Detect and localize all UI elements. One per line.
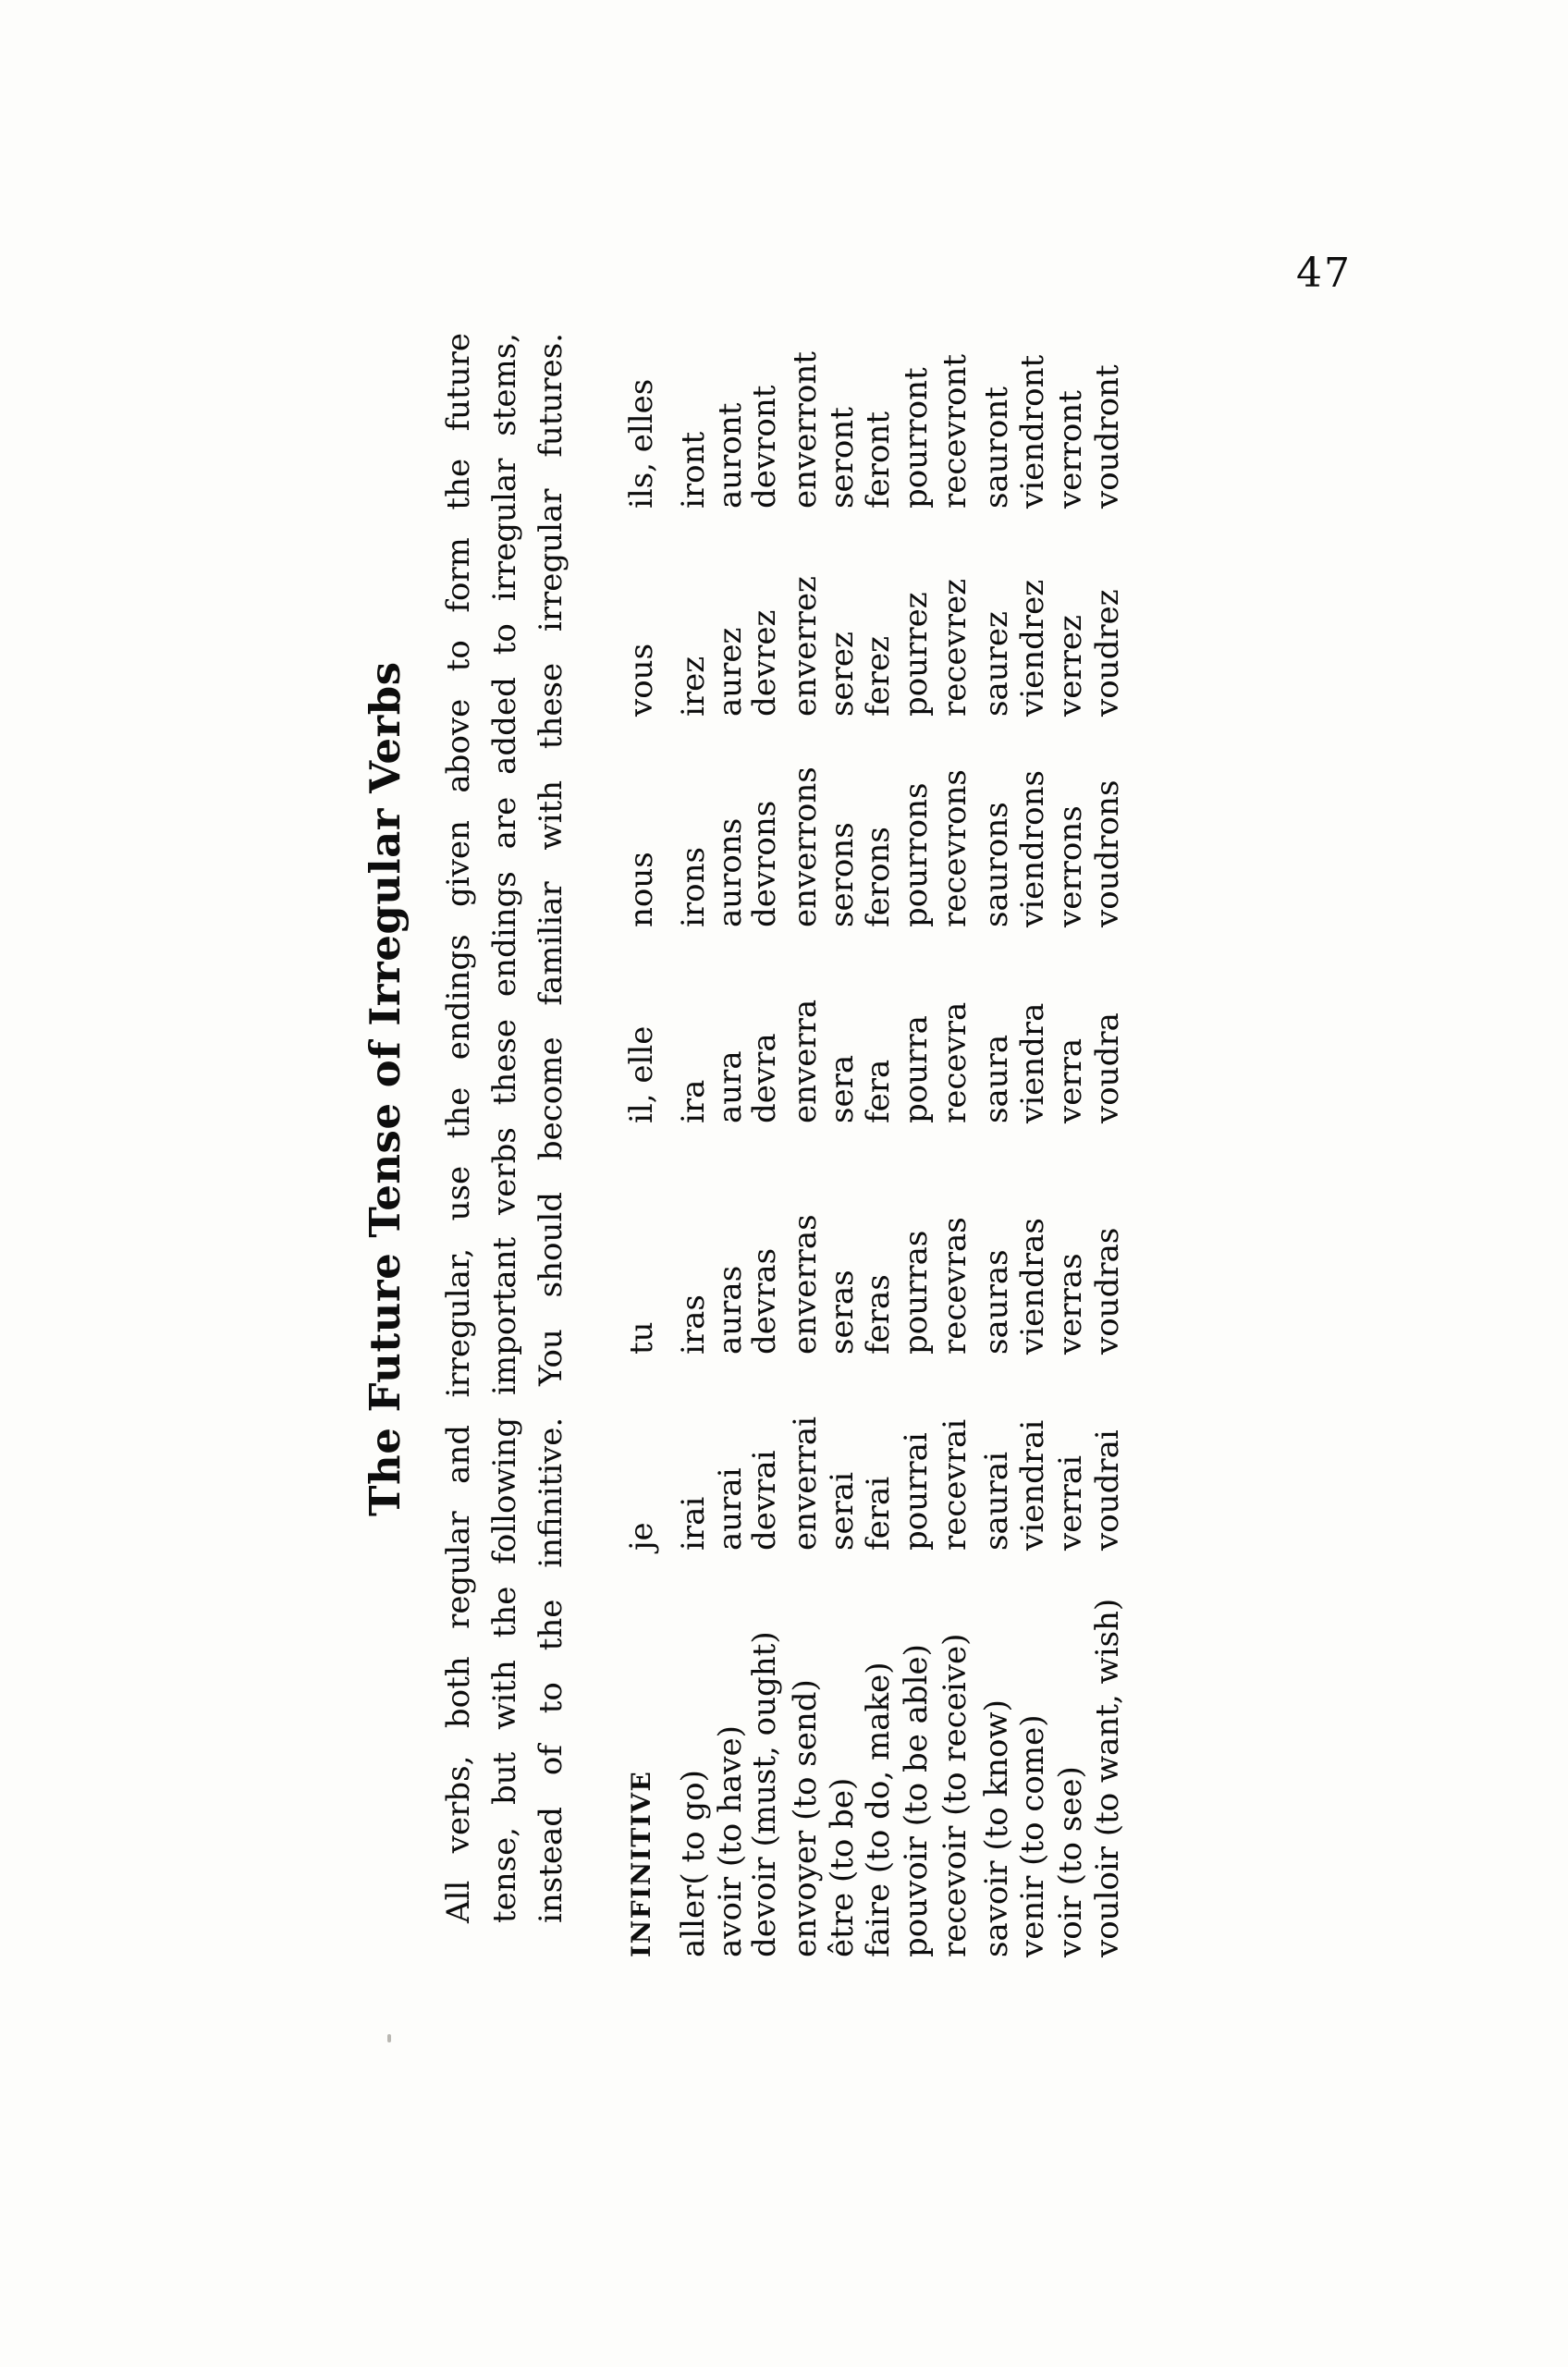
conjugation-cell: feront [860, 411, 897, 509]
infinitive-cell: venir (to come) [1014, 1714, 1051, 1957]
infinitive-cell: savoir (to know) [978, 1699, 1015, 1957]
conjugation-cell: voudras [1089, 1227, 1126, 1355]
conjugation-cell: seront [824, 407, 861, 509]
column-header: vous [623, 643, 660, 717]
infinitive-cell: recevoir (to receive) [937, 1633, 974, 1957]
conjugation-cell: devras [746, 1247, 783, 1355]
conjugation-cell: ferez [860, 636, 897, 717]
conjugation-cell: sauront [978, 386, 1015, 509]
conjugation-cell: verrai [1052, 1455, 1089, 1551]
conjugation-cell: voudra [1089, 1012, 1126, 1123]
infinitive-cell: avoir (to have) [712, 1725, 749, 1957]
conjugation-cell: irons [675, 847, 712, 927]
conjugation-cell: saurons [978, 802, 1015, 927]
infinitive-cell: aller( to go) [675, 1770, 712, 1957]
conjugation-cell: irai [675, 1496, 712, 1551]
conjugation-cell: voudront [1089, 364, 1126, 509]
conjugation-cell: pourrez [898, 592, 935, 717]
infinitive-cell: être (to be) [824, 1777, 861, 1957]
conjugation-cell: pourra [898, 1015, 935, 1123]
infinitive-cell: pouvoir (to be able) [898, 1644, 935, 1957]
conjugation-cell: saurez [978, 611, 1015, 717]
infinitive-cell: voir (to see) [1052, 1766, 1089, 1957]
conjugation-cell: auras [712, 1265, 749, 1355]
conjugation-cell: voudrai [1089, 1429, 1126, 1551]
infinitive-cell: envoyer (to send) [787, 1679, 824, 1957]
paragraph-line: tense, but with the following important verbs these endings are added to irregular stems, [486, 333, 523, 1923]
conjugation-cell: pourront [898, 367, 935, 509]
conjugation-cell: saura [978, 1034, 1015, 1123]
conjugation-cell: irez [675, 656, 712, 717]
conjugation-cell: recevra [937, 1001, 974, 1123]
conjugation-cell: sera [824, 1054, 861, 1123]
page-number: 47 [1296, 250, 1352, 297]
conjugation-cell: iront [675, 431, 712, 509]
conjugation-cell: verra [1052, 1037, 1089, 1123]
column-header: INFINITIVE [626, 1770, 656, 1957]
conjugation-cell: enverront [787, 351, 824, 509]
paragraph-line: All verbs, both regular and irregular, use the endings given above to form the future [440, 333, 477, 1923]
section-title: The Future Tense of Irregular Verbs [361, 661, 410, 1516]
conjugation-cell: sauras [978, 1249, 1015, 1355]
conjugation-cell: auront [712, 402, 749, 509]
conjugation-cell: recevras [937, 1217, 974, 1355]
column-header: ils, elles [623, 378, 660, 509]
scan-speck [387, 2034, 391, 2042]
conjugation-cell: ira [675, 1079, 712, 1123]
conjugation-cell: serez [824, 632, 861, 717]
conjugation-cell: aurons [712, 817, 749, 927]
conjugation-cell: devrez [746, 609, 783, 717]
conjugation-cell: enverrons [787, 767, 824, 927]
conjugation-cell: aurez [712, 627, 749, 717]
infinitive-cell: vouloir (to want, wish) [1089, 1598, 1126, 1957]
conjugation-cell: ferai [860, 1476, 897, 1551]
infinitive-cell: devoir (must, ought) [746, 1631, 783, 1957]
conjugation-cell: pourrai [898, 1432, 935, 1551]
conjugation-cell: saurai [978, 1451, 1015, 1551]
column-header: nous [623, 852, 660, 927]
conjugation-cell: verrons [1052, 805, 1089, 927]
conjugation-cell: recevrons [937, 769, 974, 927]
column-header: il, elle [623, 1025, 660, 1123]
conjugation-cell: verrez [1052, 615, 1089, 717]
infinitive-cell: faire (to do, make) [860, 1662, 897, 1957]
conjugation-cell: iras [675, 1294, 712, 1355]
conjugation-cell: aura [712, 1050, 749, 1123]
conjugation-cell: viendrez [1014, 579, 1051, 717]
conjugation-cell: voudrez [1089, 589, 1126, 717]
conjugation-cell: recevrez [937, 578, 974, 717]
conjugation-cell: viendront [1014, 354, 1051, 509]
conjugation-cell: aurai [712, 1467, 749, 1551]
conjugation-cell: enverrai [787, 1417, 824, 1551]
conjugation-cell: enverras [787, 1214, 824, 1355]
conjugation-cell: viendra [1014, 1002, 1051, 1123]
conjugation-cell: enverra [787, 999, 824, 1123]
conjugation-cell: devront [746, 385, 783, 509]
conjugation-cell: viendrai [1014, 1419, 1051, 1551]
conjugation-cell: devrai [746, 1450, 783, 1551]
paragraph-line: instead of to the infinitive. You should become familiar with these irregular futures. [533, 333, 570, 1923]
conjugation-cell: seras [824, 1269, 861, 1355]
column-header: tu [623, 1321, 660, 1355]
conjugation-cell: viendras [1014, 1218, 1051, 1355]
conjugation-cell: serai [824, 1472, 861, 1551]
conjugation-cell: pourras [898, 1230, 935, 1355]
conjugation-cell: viendrons [1014, 770, 1051, 927]
conjugation-cell: pourrons [898, 782, 935, 927]
conjugation-cell: voudrons [1089, 779, 1126, 927]
conjugation-cell: verras [1052, 1253, 1089, 1355]
conjugation-cell: serons [824, 822, 861, 927]
conjugation-cell: verront [1052, 390, 1089, 509]
conjugation-cell: ferons [860, 827, 897, 927]
conjugation-cell: enverrez [787, 576, 824, 717]
conjugation-cell: recevrai [937, 1418, 974, 1551]
conjugation-cell: devrons [746, 800, 783, 927]
conjugation-cell: devra [746, 1033, 783, 1123]
conjugation-cell: feras [860, 1274, 897, 1355]
column-header: je [623, 1522, 660, 1551]
conjugation-cell: fera [860, 1059, 897, 1123]
conjugation-cell: recevront [937, 353, 974, 509]
